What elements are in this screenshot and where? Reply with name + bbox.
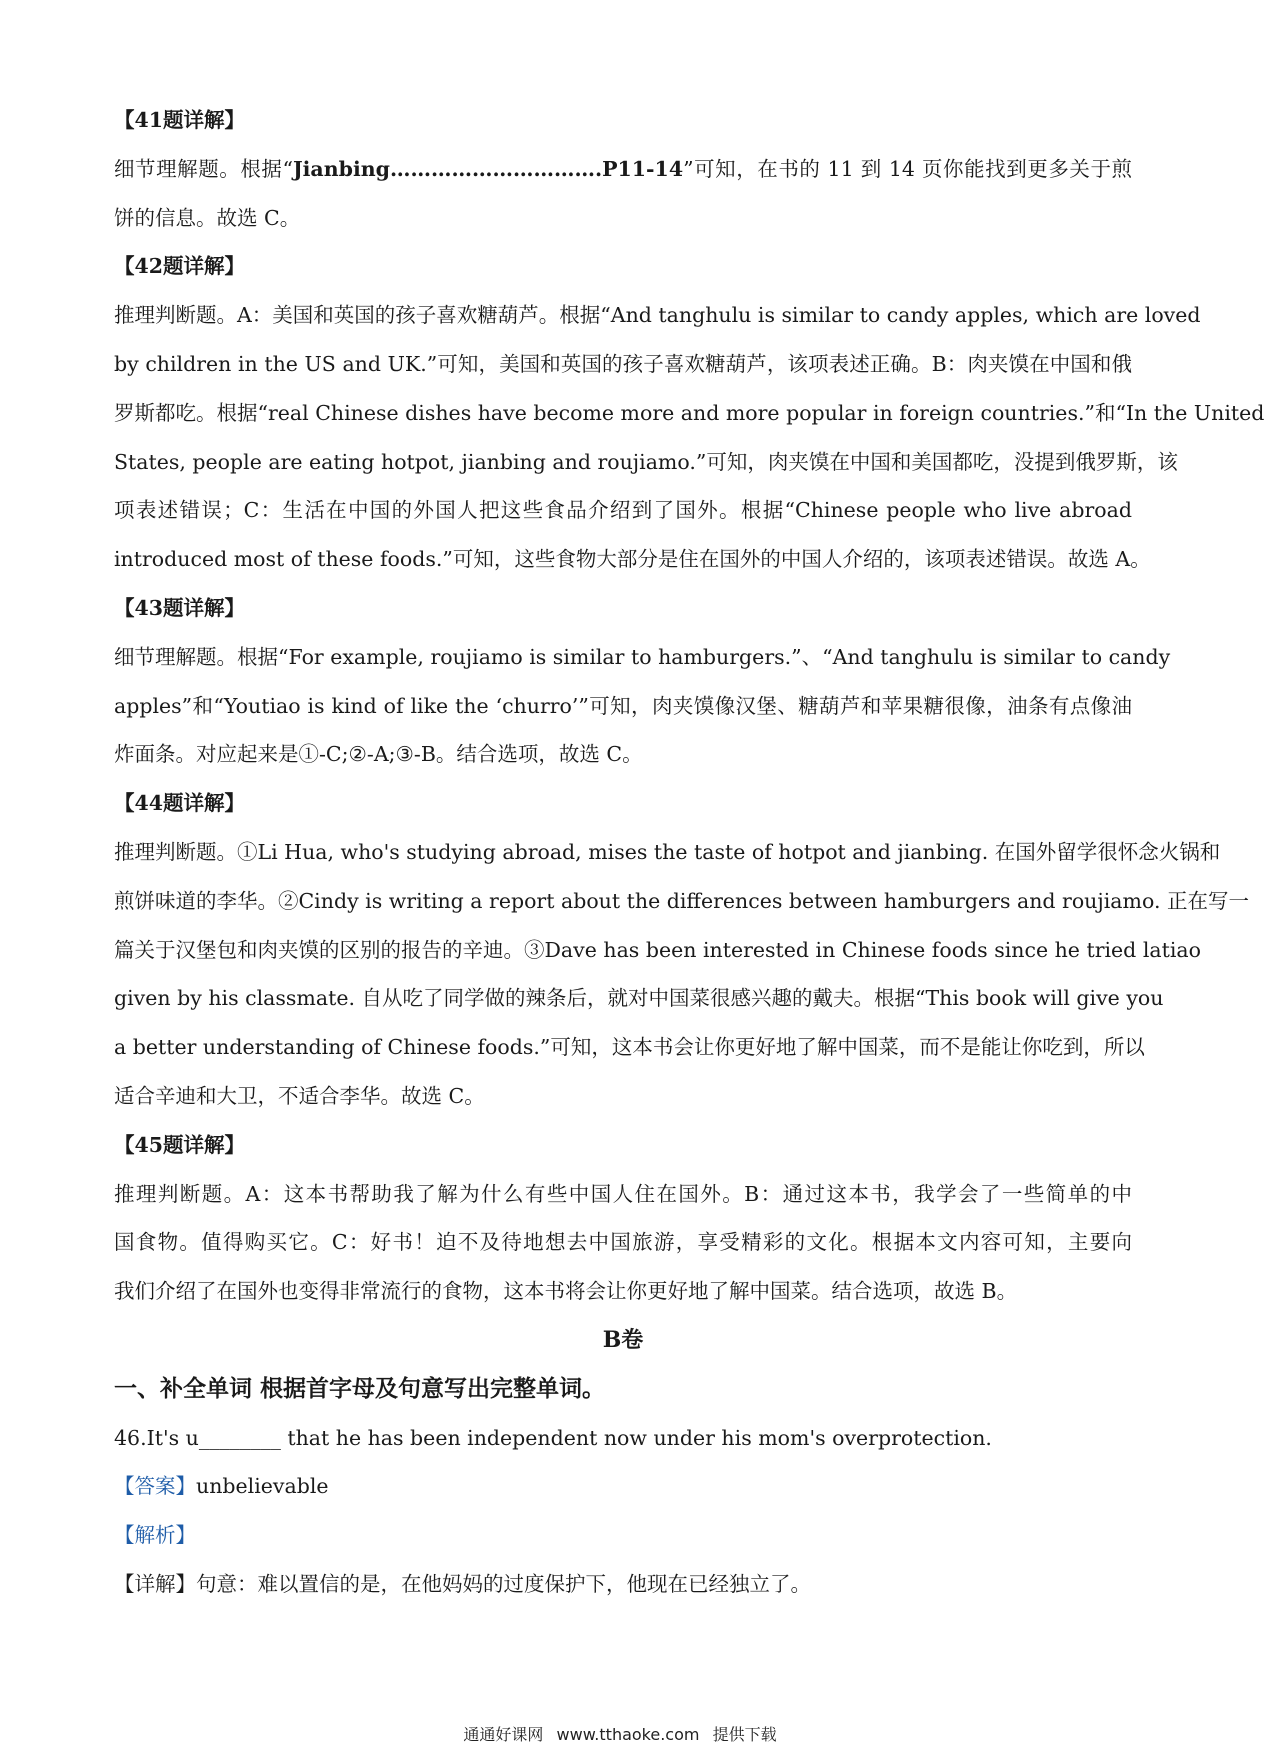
analysis-label: 【解析】 (114, 1523, 196, 1548)
footer-note: 提供下载 (712, 1725, 777, 1744)
q41-line-1 (114, 145, 1132, 194)
q41-text-c: ”可知，在书的 11 到 14 页你能找到更多关于煎 (683, 156, 1132, 181)
q42-line: by children in the US and UK.”可知，美国和英国的孩子喜欢糖葫芦，该项表述正确。B：肉夹馍在中国和俄 (114, 351, 1132, 376)
q42-line: 推理判断题。A：美国和英国的孩子喜欢糖葫芦。根据“And tanghulu is similar to candy apples, which are loved (114, 303, 1201, 328)
q46-answer-line (114, 1462, 1132, 1511)
q41-page-ref: Jianbing………………………….P11-14 (292, 156, 684, 181)
q44-heading: 【44题详解】 (114, 791, 246, 816)
q42-line: 罗斯都吃。根据“real Chinese dishes have become more and more popular in foreign countries.”和“In the United (114, 400, 1264, 425)
q41-text-a: 细节理解题。根据“ (114, 156, 293, 181)
q44-line: 适合辛迪和大卫，不适合李华。故选 C。 (114, 1083, 485, 1108)
q41-line-2: 饼的信息。故选 C。 (114, 205, 301, 230)
q45-line: 推理判断题。A：这本书帮助我了解为什么有些中国人住在国外。B：通过这本书，我学会了一些简单的中 (114, 1181, 1132, 1206)
detail-text: 句意：难以置信的是，在他妈妈的过度保护下，他现在已经独立了。 (196, 1571, 811, 1596)
section-one-heading: 一、补全单词 根据首字母及句意写出完整单词。 (114, 1374, 606, 1402)
q44-line: a better understanding of Chinese foods.”可知，这本书会让你更好地了解中国菜，而不是能让你吃到，所以 (114, 1035, 1145, 1060)
footer-url[interactable]: www.tthaoke.com (556, 1725, 700, 1744)
q45-line: 我们介绍了在国外也变得非常流行的食物，这本书将会让你更好地了解中国菜。结合选项，故选 B。 (114, 1279, 1018, 1304)
q46-detail-line (114, 1560, 1132, 1609)
q45-heading: 【45题详解】 (114, 1132, 246, 1157)
section-b-title: B卷 (602, 1326, 644, 1353)
q45-line: 国食物。值得购买它。C：好书！迫不及待地想去中国旅游，享受精彩的文化。根据本文内容可知，主要向 (114, 1230, 1132, 1255)
page-content (114, 96, 1264, 1609)
q46-question: 46.It's u________ that he has been independent now under his mom's overprotection. (114, 1425, 992, 1450)
page-footer (0, 1722, 1240, 1745)
q43-line: 细节理解题。根据“For example, roujiamo is similar to hamburgers.”、“And tanghulu is similar to candy (114, 644, 1171, 669)
q44-line: 煎饼味道的李华。②Cindy is writing a report about the differences between hamburgers and roujiamo. 正在写一 (114, 888, 1249, 913)
q42-line: States, people are eating hotpot, jianbing and roujiamo.”可知，肉夹馍在中国和美国都吃，没提到俄罗斯，该 (114, 449, 1178, 474)
q43-line: apples”和“Youtiao is kind of like the ‘churro’”可知，肉夹馍像汉堡、糖葫芦和苹果糖很像，油条有点像油 (114, 693, 1132, 718)
q41-heading: 【41题详解】 (114, 108, 246, 132)
q44-line: given by his classmate. 自从吃了同学做的辣条后，就对中国菜很感兴趣的戴夫。根据“This book will give you (114, 986, 1164, 1011)
q43-heading: 【43题详解】 (114, 595, 246, 620)
detail-label: 【详解】 (114, 1571, 196, 1596)
footer-site-name: 通通好课网 (463, 1725, 544, 1744)
q44-line: 篇关于汉堡包和肉夹馍的区别的报告的辛迪。③Dave has been interested in Chinese foods since he tried latiao (114, 937, 1201, 962)
answer-text: unbelievable (196, 1474, 329, 1499)
q42-line: 项表述错误；C：生活在中国的外国人把这些食品介绍到了国外。根据“Chinese people who live abroad (114, 498, 1132, 523)
q44-line: 推理判断题。①Li Hua, who's studying abroad, mises the taste of hotpot and jianbing. 在国外留学很怀念火锅和 (114, 839, 1221, 864)
answer-label: 【答案】 (114, 1474, 196, 1499)
q42-line: introduced most of these foods.”可知，这些食物大部分是住在国外的中国人介绍的，该项表述错误。故选 A。 (114, 547, 1151, 572)
q43-line: 炸面条。对应起来是①-C;②-A;③-B。结合选项，故选 C。 (114, 742, 643, 767)
q42-heading: 【42题详解】 (114, 254, 246, 279)
